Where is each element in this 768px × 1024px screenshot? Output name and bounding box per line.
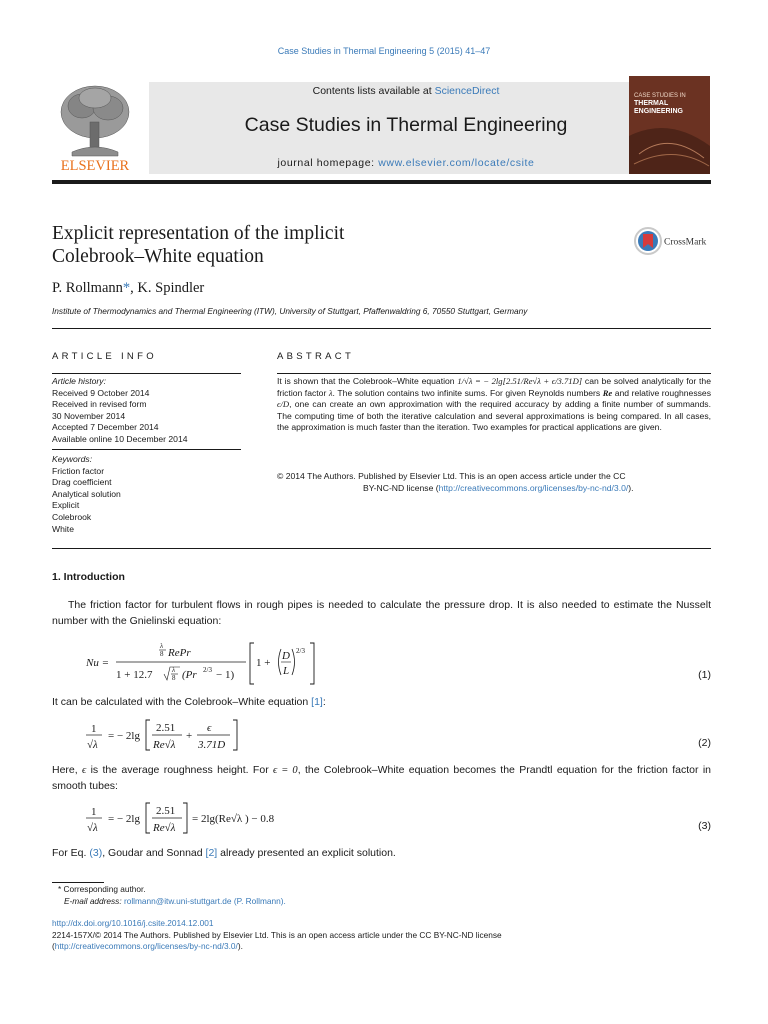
keyword: Drag coefficient xyxy=(52,477,112,488)
info-rule xyxy=(52,373,241,374)
section-rule xyxy=(52,548,711,549)
equation-number: (1) xyxy=(698,669,711,681)
svg-text:L: L xyxy=(283,665,290,677)
corresponding-author-note: * Corresponding author. xyxy=(58,884,146,894)
keyword: Friction factor xyxy=(52,465,105,476)
cover-title-line-2: THERMAL xyxy=(634,100,669,107)
journal-title: Case Studies in Thermal Engineering xyxy=(244,114,568,136)
equation-2 xyxy=(82,718,282,754)
article-history: Article history: Received 9 October 2014 Received in revised form 30 November 2014 Accepted 7 December 2014 Available online 10 December 2014 xyxy=(52,376,241,446)
abstract-heading: ABSTRACT xyxy=(277,351,355,362)
history-item: Received 9 October 2014 xyxy=(52,387,150,398)
body-paragraph: It can be calculated with the Colebrook–White equation [1]: xyxy=(52,696,326,708)
svg-text:Re√λ: Re√λ xyxy=(153,822,176,834)
contents-availability: Contents lists available at ScienceDirect xyxy=(312,85,500,97)
elsevier-tree-logo[interactable] xyxy=(52,82,138,174)
abstract-text: It is shown that the Colebrook–White equation 1/√λ = − 2lg[2.51/Re√λ + ϵ/3.71D] can be solved analytically for the friction factor λ. The solution contains two infinite sums. For given Reynolds numbers Re and relative roughnesses ϵ/D, one can create an own approximation with the required accuracy by adding a finite number of summands. The computing time of both the iterative calculation and several approximations is being compared. In all cases, the approximation is much faster than the iteration. Two examples for practical applications are given. xyxy=(277,376,711,433)
elsevier-wordmark: ELSEVIER xyxy=(60,158,130,174)
article-title: Explicit representation of the implicit Colebrook–White equation xyxy=(52,223,345,267)
svg-text:− 1): − 1) xyxy=(216,669,235,681)
abstract-copyright: © 2014 The Authors. Published by Elsevier Ltd. This is an open access article under the CC BY-NC-ND license (http://creativecommons.org/licenses/by-nc-nd/3.0/). xyxy=(277,471,634,493)
license-link[interactable]: http://creativecommons.org/licenses/by-nc-nd/3.0/ xyxy=(438,482,629,493)
author-affiliation: Institute of Thermodynamics and Thermal Engineering (ITW), University of Stuttgart, Pfaffenwaldring 6, 70550 Stuttgart, Germany xyxy=(52,306,528,316)
history-item: 30 November 2014 xyxy=(52,410,126,421)
history-item: Available online 10 December 2014 xyxy=(52,433,188,444)
keyword: Explicit xyxy=(52,500,80,511)
keyword: Analytical solution xyxy=(52,488,121,499)
body-paragraph: Here, ϵ is the average roughness height. For ϵ = 0, the Colebrook–White equation becomes the Prandtl equation for the friction factor in smooth tubes: xyxy=(52,764,711,792)
equation-3 xyxy=(82,801,312,837)
cover-title-line-3: ENGINEERING xyxy=(634,108,684,115)
equation-number: (2) xyxy=(698,737,711,749)
body-paragraph: The friction factor for turbulent flows in rough pipes is needed to calculate the pressure drop. It is also needed to estimate the Nusselt number with the Gnielinski equation: xyxy=(52,599,711,627)
equation-1 xyxy=(82,640,342,692)
svg-text:1 +: 1 + xyxy=(256,657,271,669)
info-rule xyxy=(52,449,241,450)
svg-text:= 2lg(Re√λ ) − 0.8: = 2lg(Re√λ ) − 0.8 xyxy=(192,813,275,825)
footnotes xyxy=(52,884,286,907)
email-note: E-mail address: rollmann@itw.uni-stuttgart.de (P. Rollmann). xyxy=(64,895,286,906)
svg-text:RePr: RePr xyxy=(168,647,191,659)
header-rule xyxy=(52,180,711,184)
svg-text:= − 2lg: = − 2lg xyxy=(108,730,140,742)
svg-text:√λ: √λ xyxy=(87,822,98,834)
page-footer: http://dx.doi.org/10.1016/j.csite.2014.12.001 2214-157X/© 2014 The Authors. Published by Elsevier Ltd. This is an open access article under the CC BY-NC-ND license (http://creativecommons.org/licenses/by-nc-nd/3.0/). xyxy=(52,918,502,951)
keyword: Colebrook xyxy=(52,511,92,522)
svg-text:8: 8 xyxy=(160,650,164,658)
svg-text:(Pr: (Pr xyxy=(182,669,197,681)
sciencedirect-link[interactable]: ScienceDirect xyxy=(434,85,500,97)
journal-cover-image[interactable] xyxy=(629,76,710,174)
svg-text:+: + xyxy=(186,730,193,742)
svg-text:Re√λ: Re√λ xyxy=(153,739,176,751)
svg-text:ϵ: ϵ xyxy=(207,722,212,734)
doi-link[interactable]: http://dx.doi.org/10.1016/j.csite.2014.12.001 xyxy=(52,918,214,928)
equation-number: (3) xyxy=(698,820,711,832)
crossmark-badge[interactable] xyxy=(633,226,713,256)
footer-license-link[interactable]: http://creativecommons.org/licenses/by-nc-nd/3.0/ xyxy=(54,941,238,951)
author-list: P. Rollmann*, K. Spindler xyxy=(52,280,205,296)
svg-text:2/3: 2/3 xyxy=(203,666,212,674)
journal-header xyxy=(52,82,710,176)
equation-link[interactable]: (3) xyxy=(89,847,103,859)
svg-text:= − 2lg: = − 2lg xyxy=(108,813,140,825)
svg-text:1 + 12.7: 1 + 12.7 xyxy=(116,669,153,681)
svg-text:CrossMark: CrossMark xyxy=(664,237,707,248)
svg-text:3.71D: 3.71D xyxy=(198,739,226,751)
journal-homepage-link[interactable]: www.elsevier.com/locate/csite xyxy=(378,157,535,169)
reference-link[interactable]: [1] xyxy=(311,696,323,708)
history-item: Accepted 7 December 2014 xyxy=(52,422,159,433)
svg-text:λ: λ xyxy=(172,666,176,674)
reference-link[interactable]: [2] xyxy=(205,847,218,859)
keyword: White xyxy=(52,523,74,534)
article-info-heading: ARTICLE INFO xyxy=(52,351,157,362)
history-item: Received in revised form xyxy=(52,399,147,410)
cover-title-line-1: CASE STUDIES IN xyxy=(634,93,686,99)
svg-text:2.51: 2.51 xyxy=(156,722,176,734)
svg-text:λ: λ xyxy=(160,642,164,650)
author-name: K. Spindler xyxy=(137,280,205,296)
svg-text:1: 1 xyxy=(91,723,97,735)
email-link[interactable]: rollmann@itw.uni-stuttgart.de xyxy=(123,895,232,906)
svg-text:2/3: 2/3 xyxy=(296,647,305,655)
corresponding-author-mark[interactable]: * xyxy=(122,280,131,296)
svg-text:1: 1 xyxy=(91,806,97,818)
svg-text:8: 8 xyxy=(172,674,176,682)
section-heading: 1. Introduction xyxy=(52,571,125,583)
body-paragraph: For Eq. (3), Goudar and Sonnad [2] already presented an explicit solution. xyxy=(52,847,396,859)
svg-text:Nu =: Nu = xyxy=(86,657,110,669)
abstract-rule xyxy=(277,373,711,374)
inline-equation: 1/√λ = − 2lg[2.51/Re√λ + ϵ/3.71D] xyxy=(457,376,583,386)
section-rule xyxy=(52,328,711,329)
svg-text:√λ: √λ xyxy=(87,739,98,751)
svg-text:D: D xyxy=(282,650,290,662)
license-statement: 2214-157X/© 2014 The Authors. Published by Elsevier Ltd. This is an open access article under the CC BY-NC-ND license xyxy=(52,929,502,940)
journal-homepage: journal homepage: www.elsevier.com/locate/csite xyxy=(277,157,535,169)
journal-citation[interactable]: Case Studies in Thermal Engineering 5 (2015) 41–47 xyxy=(277,46,491,56)
svg-text:2.51: 2.51 xyxy=(156,805,176,817)
keywords-list: Keywords: Friction factor Drag coefficient Analytical solution Explicit Colebrook White xyxy=(52,454,241,535)
journal-masthead xyxy=(149,82,663,174)
footnote-rule xyxy=(52,882,104,883)
author-name: P. Rollmann xyxy=(52,280,123,296)
